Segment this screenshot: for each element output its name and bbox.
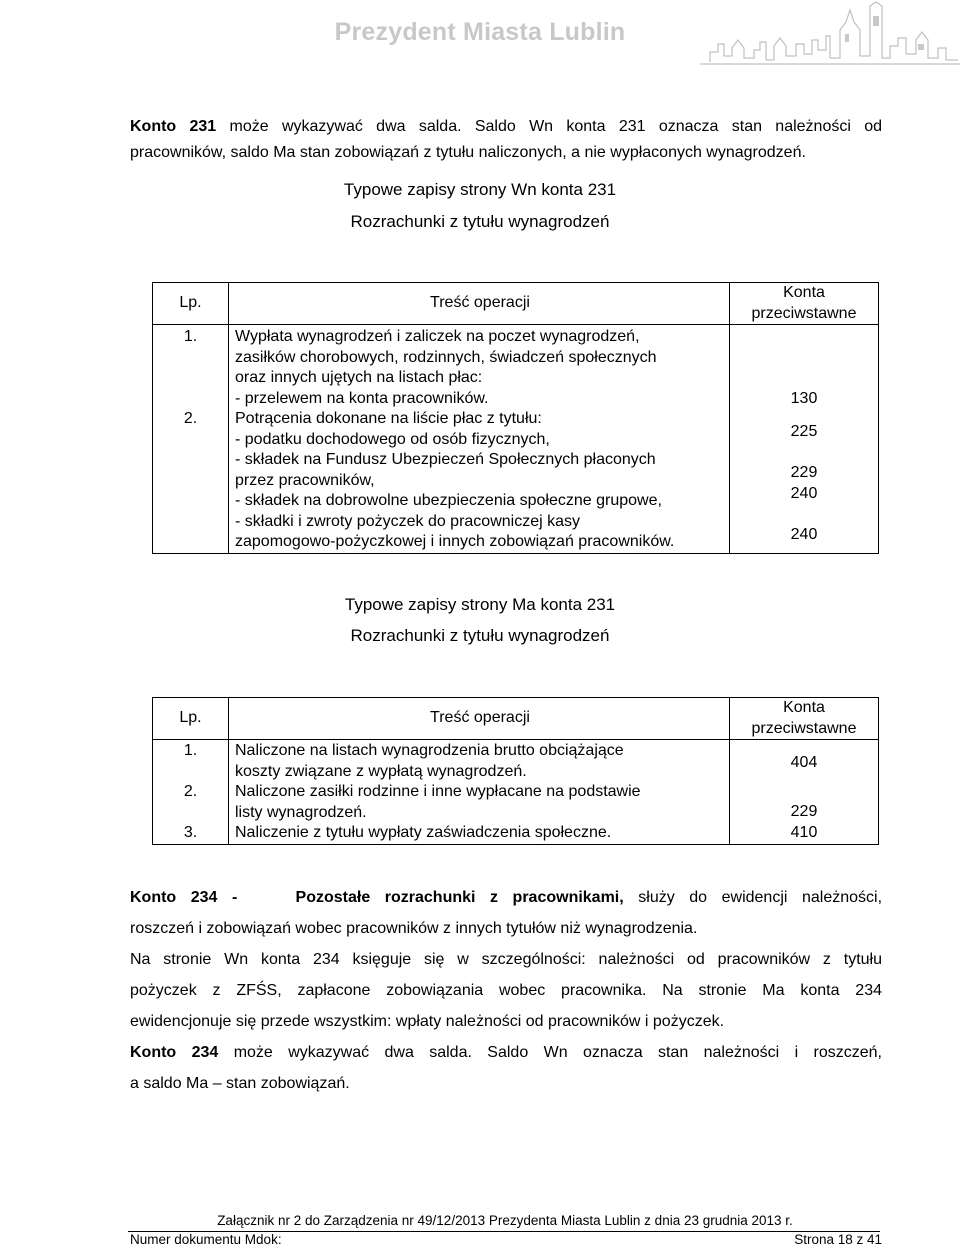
row-lp-3: 3.: [183, 824, 198, 841]
col-header-accounts-line2: przeciwstawne: [751, 304, 857, 322]
account-229: 229: [790, 464, 818, 481]
konto234-line-3: Na stronie Wn konta 234 księguje się w szczególności: należności od pracowników z tytułu: [130, 951, 882, 968]
spacer: [730, 774, 878, 795]
row1-line2: zasiłków chorobowych, rodzinnych, świadczeń społecznych: [235, 348, 657, 366]
row2-line1: Naliczone zasiłki rodzinne i inne wypłacane na podstawie: [235, 783, 641, 800]
city-skyline-logo: [700, 0, 960, 70]
col-header-lp: Lp.: [153, 283, 229, 325]
row1-line3: oraz innych ujętych na listach płac:: [235, 369, 483, 386]
table1-heading: Typowe zapisy strony Wn konta 231: [343, 180, 617, 199]
intro-line-1-text: może wykazywać dwa salda. Saldo Wn konta 231 oznacza stan należności od: [229, 118, 883, 135]
account-404: 404: [790, 754, 818, 771]
table-header-row: [153, 698, 879, 740]
konto234-line-6-text: może wykazywać dwa salda. Saldo Wn oznacza stan należności i roszczeń,: [233, 1044, 883, 1061]
konto234-line-5: ewidencjonuje się przede wszystkim: wpłaty należności od pracowników i pożyczek.: [130, 1013, 725, 1030]
desc-column: [229, 740, 730, 845]
account-225: 225: [790, 423, 818, 440]
intro-line-2: pracowników, saldo Ma stan zobowiązań z tytułu naliczonych, a nie wypłaconych wynagrodzeń.: [130, 144, 806, 161]
row2-line6: - składki i zwroty pożyczek do pracowniczej kasy: [235, 512, 581, 530]
col-header-lp: Lp.: [153, 698, 229, 740]
spacer: [153, 348, 228, 409]
row2-line1: Potrącenia dokonane na liście płac z tytułu:: [235, 410, 542, 427]
row2-line2: listy wynagrodzeń.: [235, 803, 367, 821]
table2-subheading: Rozrachunki z tytułu wynagrodzeń: [350, 626, 610, 645]
account-410: 410: [790, 823, 818, 841]
table-header-row: [153, 283, 879, 325]
row2-line2: - podatku dochodowego od osób fizycznych,: [235, 430, 550, 448]
row-lp-2: 2.: [183, 783, 198, 800]
spacer: [730, 327, 878, 389]
accounts-column: [730, 740, 879, 845]
konto-234-label-2: Konto 234: [130, 1044, 219, 1061]
spacer: [730, 794, 878, 802]
intro-paragraph: [130, 114, 882, 166]
row-lp-2: 2.: [183, 409, 198, 427]
lp-column: [153, 325, 229, 554]
row-lp-1: 1.: [183, 742, 198, 759]
row-lp-1: 1.: [183, 328, 198, 345]
konto234-line-2: roszczeń i zobowiązań wobec pracowników z innych tytułów niż wynagrodzenia.: [130, 920, 698, 937]
row2-line3: - składek na Fundusz Ubezpieczeń Społecznych płaconych: [235, 451, 656, 468]
col-header-desc: Treść operacji: [229, 283, 730, 325]
spacer: [153, 762, 228, 783]
konto234-line-1-text: służy do ewidencji należności,: [638, 889, 883, 906]
row1-line1: Wypłata wynagrodzeń i zaliczek na poczet wynagrodzeń,: [235, 328, 640, 345]
accounts-column: [730, 325, 879, 554]
col-header-accounts-line1: Konta: [783, 284, 825, 301]
intro-line-1: [130, 114, 882, 140]
table-body-row: [153, 740, 879, 845]
konto-234-section: [130, 882, 882, 1099]
spacer: [730, 409, 878, 422]
account-240-a: 240: [790, 484, 818, 502]
col-header-desc: Treść operacji: [229, 698, 730, 740]
row2-line4: przez pracowników,: [235, 471, 375, 489]
account-240-b: 240: [790, 525, 818, 543]
table-wn-231: [152, 282, 879, 554]
col-header-accounts: [730, 283, 879, 325]
row1-line4: - przelewem na konta pracowników.: [235, 389, 489, 407]
header-title: Prezydent Miasta Lublin: [334, 18, 626, 46]
konto-234-label: Konto 234 -: [130, 889, 238, 906]
konto234-line-7: a saldo Ma – stan zobowiązań.: [130, 1075, 350, 1092]
row2-line7: zapomogowo-pożyczkowej i innych zobowiązań pracowników.: [235, 533, 675, 550]
account-229: 229: [790, 803, 818, 820]
row2-line5: - składek na dobrowolne ubezpieczenia społeczne grupowe,: [235, 492, 662, 509]
spacer: [730, 504, 878, 525]
table1-subheading: Rozrachunki z tytułu wynagrodzeń: [350, 212, 610, 231]
konto234-line-4: pożyczek z ZFŚS, zapłacone zobowiązania wobec pracownika. Na stronie Ma konta 234: [130, 982, 882, 999]
doc-number-label: Numer dokumentu Mdok:: [130, 1232, 282, 1247]
account-130: 130: [790, 389, 818, 407]
row3-line1: Naliczenie z tytułu wypłaty zaświadczenia społeczne.: [235, 824, 612, 841]
col-header-accounts: [730, 698, 879, 740]
row1-line1: Naliczone na listach wynagrodzenia brutto obciążające: [235, 742, 624, 759]
row1-line2: koszty związane z wypłatą wynagrodzeń.: [235, 762, 527, 780]
table-ma-231: [152, 697, 879, 845]
page-number: Strona 18 z 41: [794, 1232, 882, 1247]
desc-column: [229, 325, 730, 554]
lp-column: [153, 740, 229, 845]
konto234-line-6: [130, 1037, 882, 1068]
spacer: [730, 443, 878, 464]
footer-bottom-line: [130, 1232, 882, 1247]
table-body-row: [153, 325, 879, 554]
col-header-accounts-line2: przeciwstawne: [751, 719, 857, 737]
spacer: [730, 741, 878, 753]
spacer: [153, 803, 228, 824]
col-header-accounts-line1: Konta: [783, 699, 825, 716]
konto-231-label: Konto 231: [130, 118, 217, 135]
footer-attachment-note: Załącznik nr 2 do Zarządzenia nr 49/12/2013 Prezydenta Miasta Lublin z dnia 23 grudnia 2013 r.: [217, 1213, 793, 1228]
konto-234-title: Pozostałe rozrachunki z pracownikami,: [295, 889, 624, 906]
table2-heading: Typowe zapisy strony Ma konta 231: [344, 595, 616, 614]
konto234-line-1: [130, 882, 882, 913]
